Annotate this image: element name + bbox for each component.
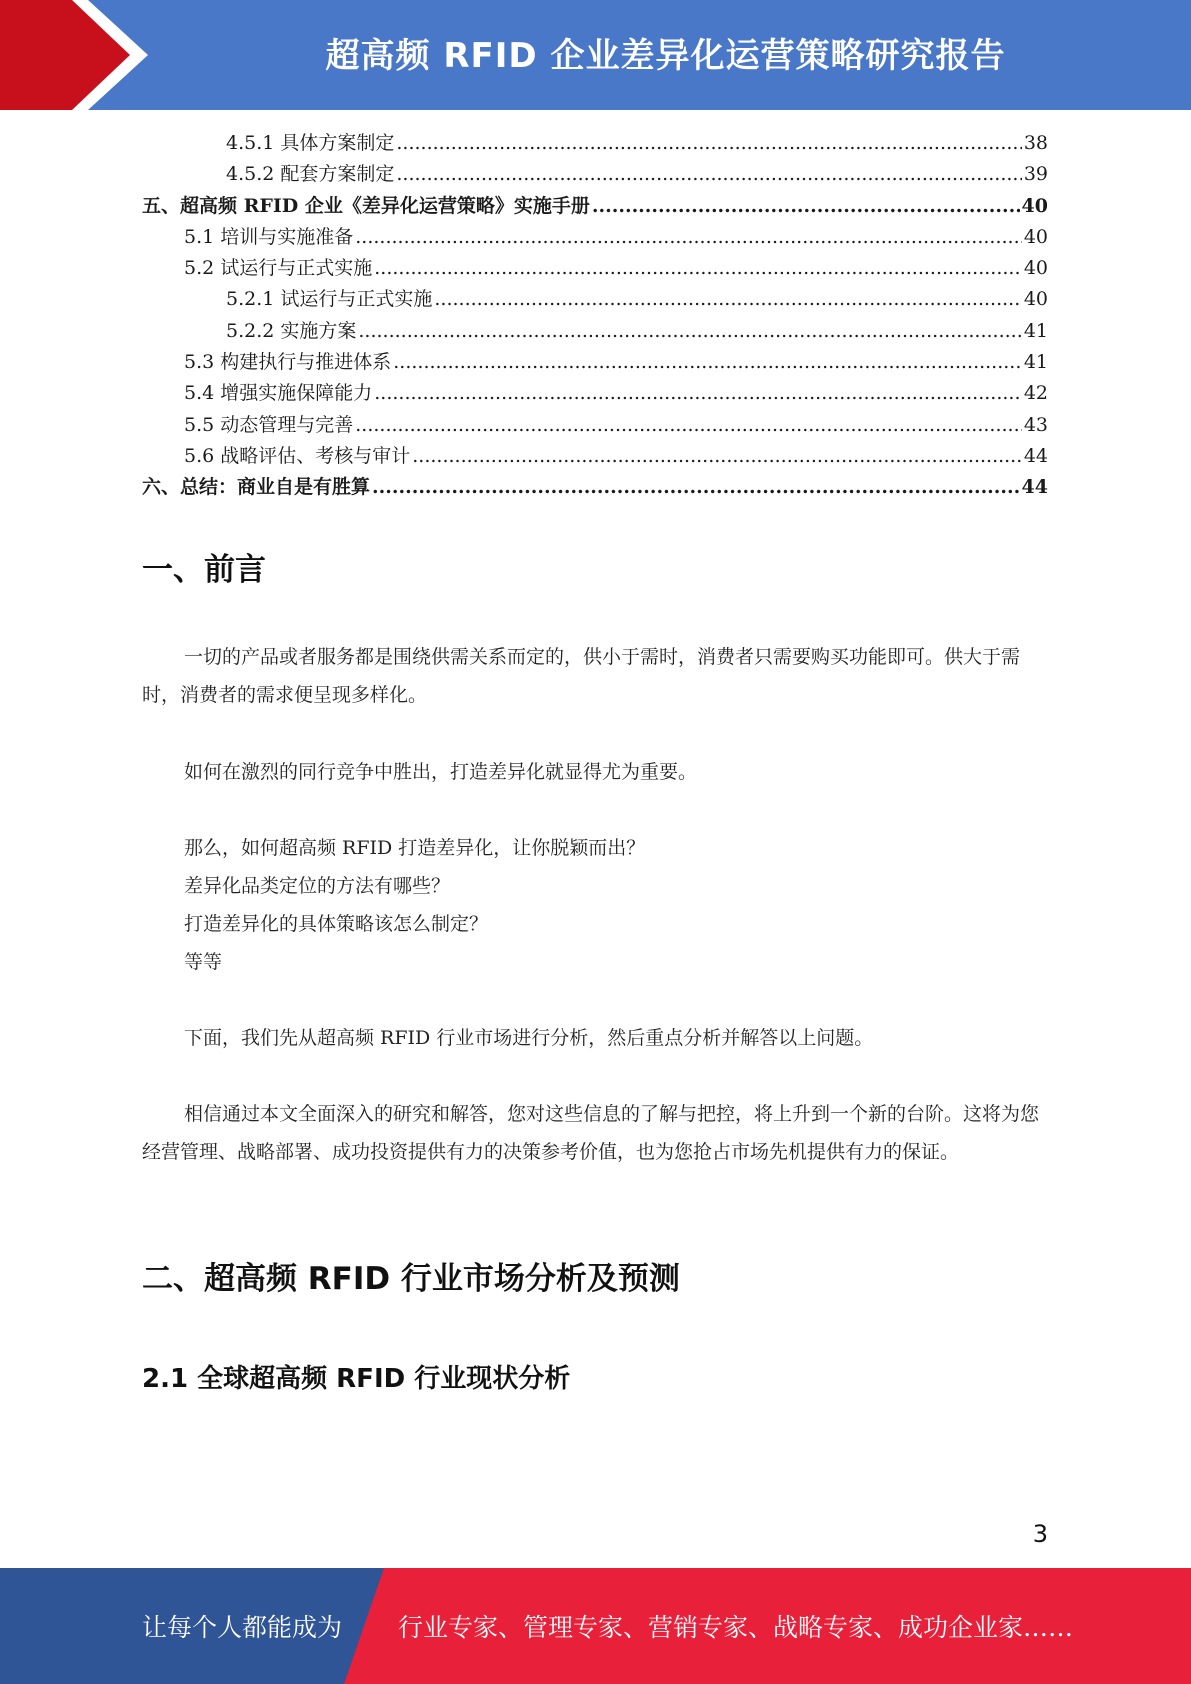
toc-entry-text: 4.5.1 具体方案制定 [226,132,395,154]
toc-entry-text: 5.6 战略评估、考核与审计 [184,444,411,467]
toc-entry[interactable] [142,159,1048,190]
paragraph: 如何在激烈的同行竞争中胜出，打造差异化就显得尤为重要。 [184,761,698,783]
subsection-heading: 2.1 全球超高频 RFID 行业现状分析 [142,1364,571,1394]
toc-leader-dots [358,320,1021,342]
question-line: 等等 [184,951,223,973]
toc-entry-page: 43 [1023,413,1048,436]
toc-entry-text: 5.1 培训与实施准备 [184,225,354,248]
toc-entry-page: 39 [1023,163,1048,186]
toc-leader-dots [396,132,1021,154]
paragraph: 相信通过本文全面深入的研究和解答，您对这些信息的了解与把控，将上升到一个新的台阶。这将为您经营管理、战略部署、成功投资提供有力的决策参考价值，也为您抢占市场先机提供有力的保证。 [142,1103,1040,1163]
question-line: 打造差异化的具体策略该怎么制定？ [184,913,489,935]
toc-leader-dots [374,257,1022,279]
toc-entry-text: 5.5 动态管理与完善 [184,413,354,436]
page-number: 3 [1032,1520,1048,1548]
toc-entry[interactable] [142,410,1048,441]
toc-entry-page: 40 [1021,194,1048,217]
section-heading-market-analysis: 二、超高频 RFID 行业市场分析及预测 [142,1261,680,1297]
toc-entry-page: 44 [1021,476,1048,499]
toc-entry-text: 5.3 构建执行与推进体系 [184,351,392,374]
header-arrow-decoration [0,0,160,110]
toc-entry[interactable] [142,378,1048,409]
toc-entry-text: 六、总结：商业自是有胜算 [142,476,371,499]
toc-entry-text: 5.4 增强实施保障能力 [184,382,373,405]
toc-entry-text: 5.2 试运行与正式实施 [184,257,373,280]
toc-entry[interactable] [142,284,1048,315]
toc-leader-dots [355,226,1022,248]
page-footer [0,1568,1191,1684]
toc-entry-page: 42 [1023,382,1048,405]
toc-leader-dots [374,382,1022,404]
toc-entry[interactable] [142,347,1048,378]
toc-entry-page: 40 [1023,288,1048,311]
toc-entry[interactable] [142,128,1048,159]
toc-leader-dots [393,351,1022,373]
toc-entry[interactable] [142,191,1048,222]
toc-entry-text: 5.2.1 试运行与正式实施 [226,288,433,311]
toc-entry-page: 40 [1023,225,1048,248]
toc-entry-page: 44 [1023,444,1048,467]
footer-slogan-right: 行业专家、管理专家、营销专家、战略专家、成功企业家…… [398,1613,1074,1642]
toc-entry[interactable] [142,316,1048,347]
question-line: 差异化品类定位的方法有哪些？ [184,875,451,897]
toc-leader-dots [412,445,1022,467]
toc-entry-text: 五、超高频 RFID 企业《差异化运营策略》实施手册 [142,194,590,217]
paragraph: 下面，我们先从超高频 RFID 行业市场进行分析，然后重点分析并解答以上问题。 [184,1027,874,1049]
footer-slogan-left: 让每个人都能成为 [142,1613,343,1642]
toc-entry-page: 41 [1023,351,1048,374]
toc-entry-text: 4.5.2 配套方案制定 [226,163,395,186]
toc-entry-page: 38 [1023,132,1048,154]
toc-entry[interactable] [142,253,1048,284]
toc-entry-text: 5.2.2 实施方案 [226,319,357,342]
toc-entry-page: 40 [1023,257,1048,280]
toc-leader-dots [355,414,1022,436]
toc-entry[interactable] [142,222,1048,253]
toc-entry[interactable] [142,441,1048,472]
toc-leader-dots [592,195,1020,217]
section-heading-preface: 一、前言 [142,552,266,588]
toc-entry[interactable] [142,472,1048,503]
toc-leader-dots [372,476,1020,498]
table-of-contents [142,128,1048,504]
report-title: 超高频 RFID 企业差异化运营策略研究报告 [325,35,1006,76]
question-line: 那么，如何超高频 RFID 打造差异化，让你脱颖而出？ [184,837,646,859]
toc-leader-dots [434,288,1021,310]
toc-leader-dots [396,163,1021,185]
paragraph: 一切的产品或者服务都是围绕供需关系而定的，供小于需时，消费者只需要购买功能即可。供大于需时，消费者的需求便呈现多样化。 [142,646,1021,706]
page-header [0,0,1191,110]
toc-entry-page: 41 [1023,319,1048,342]
